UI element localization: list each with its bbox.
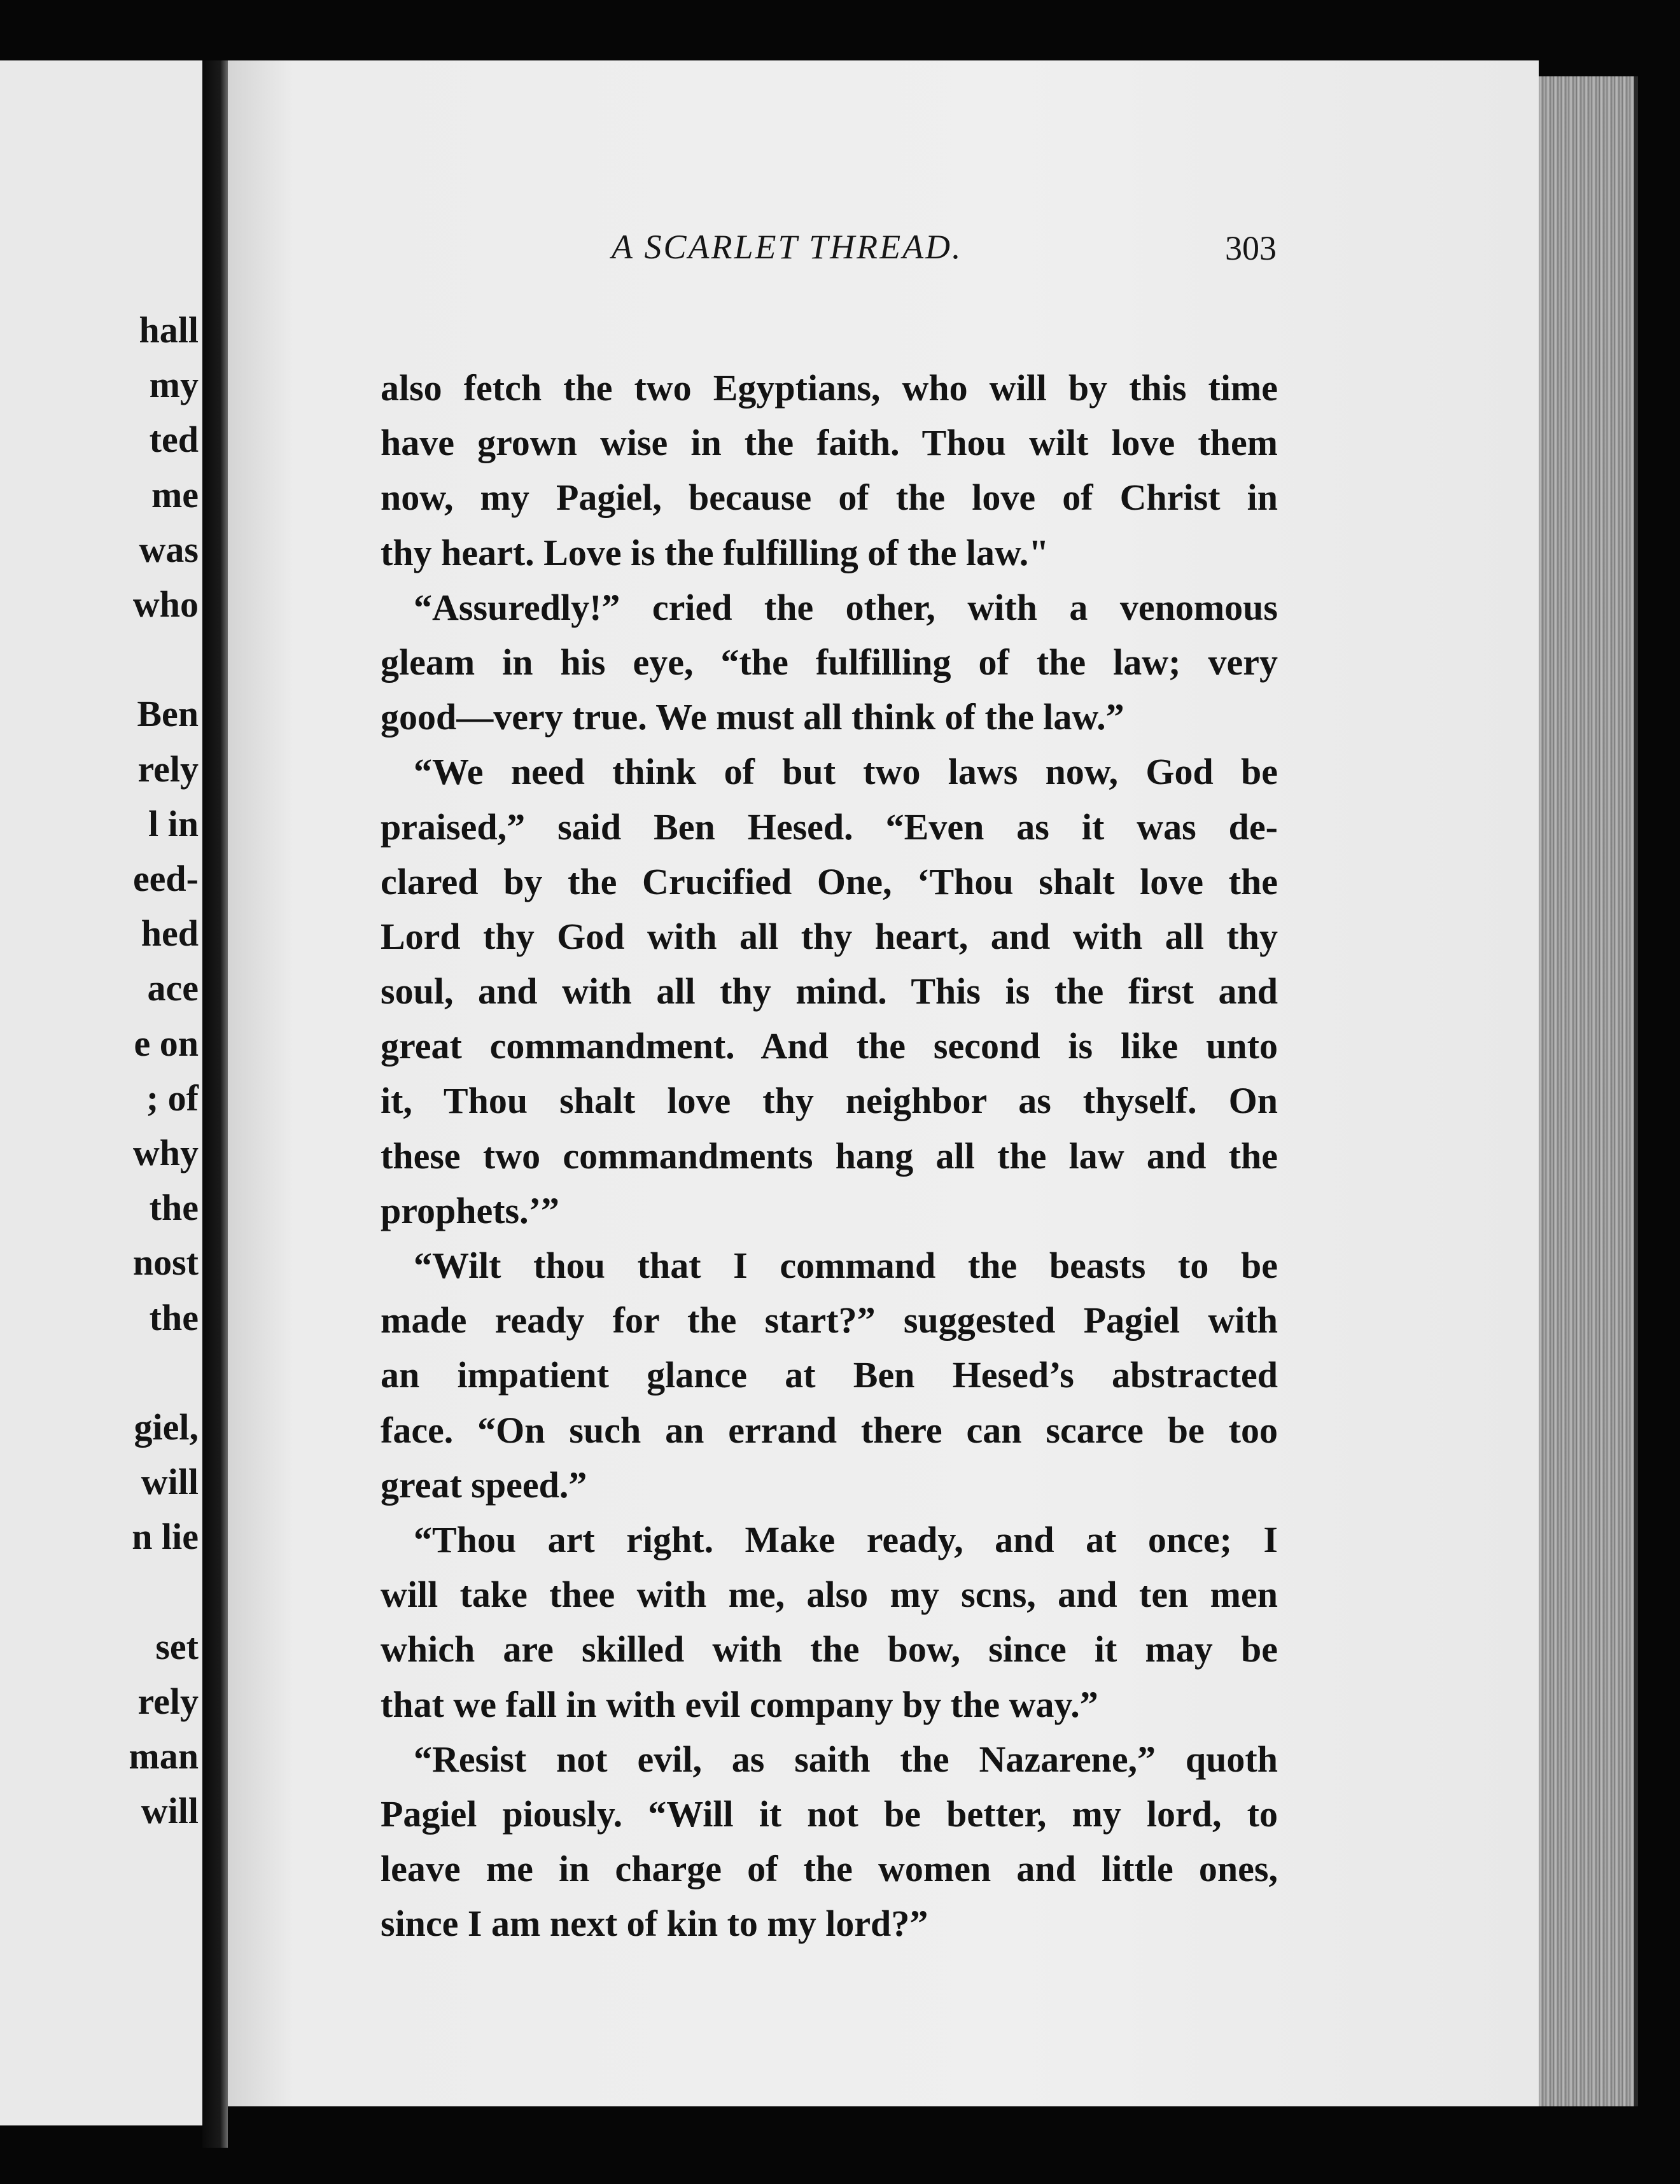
left-page-text-fragment: will <box>141 1461 199 1503</box>
text-line: “Wilt thou that I command the beasts to be <box>414 1245 1278 1286</box>
text-line: great commandment. And the second is like unto <box>381 1025 1278 1067</box>
left-page-text-fragment: n lie <box>132 1516 199 1558</box>
left-page-text-fragment: ted <box>149 419 199 461</box>
left-page-text-fragment: ace <box>147 967 199 1009</box>
text-line: now, my Pagiel, because of the love of Christ in <box>381 477 1278 519</box>
text-line: also fetch the two Egyptians, who will by this time <box>381 367 1278 409</box>
text-line: praised,” said Ben Hesed. “Even as it was de- <box>381 806 1278 848</box>
text-line: these two commandments hang all the law and the <box>381 1135 1278 1177</box>
text-line: “Resist not evil, as saith the Nazarene,” quoth <box>414 1738 1278 1780</box>
running-title: A SCARLET THREAD. <box>612 228 963 266</box>
text-line: since I am next of kin to my lord?” <box>381 1903 928 1945</box>
right-page <box>228 60 1539 2106</box>
text-line: great speed.” <box>381 1464 587 1506</box>
text-line: prophets.’” <box>381 1189 559 1231</box>
text-line: “Assuredly!” cried the other, with a venomous <box>414 586 1278 628</box>
text-line: “We need think of but two laws now, God be <box>414 751 1278 793</box>
text-line: Pagiel piously. “Will it not be better, my lord, to <box>381 1793 1278 1835</box>
left-page-text-fragment: rely <box>137 1681 199 1722</box>
left-page-text-fragment: the <box>149 1296 199 1338</box>
text-line: leave me in charge of the women and little ones, <box>381 1848 1278 1890</box>
left-page-text-fragment: will <box>141 1790 199 1832</box>
left-page-text-fragment: man <box>129 1735 199 1777</box>
text-line: it, Thou shalt love thy neighbor as thyself. On <box>381 1080 1278 1122</box>
left-page-text-fragment: was <box>139 528 199 570</box>
left-page-text-fragment: me <box>151 473 199 515</box>
body-text <box>381 361 1278 1951</box>
text-line: soul, and with all thy mind. This is the first and <box>381 970 1278 1012</box>
text-line: an impatient glance at Ben Hesed’s abstracted <box>381 1354 1278 1396</box>
left-page-text-fragment: hall <box>139 309 199 351</box>
left-facing-page <box>0 60 202 2125</box>
book-gutter <box>202 60 228 2148</box>
left-page-text-fragment: who <box>132 584 199 625</box>
left-page-text-fragment: why <box>132 1132 199 1173</box>
text-line: good—very true. We must all think of the law.” <box>381 696 1124 738</box>
text-line: thy heart. Love is the fulfilling of the law." <box>381 531 1049 573</box>
text-line: have grown wise in the faith. Thou wilt love them <box>381 422 1278 464</box>
left-page-text-fragment: eed- <box>132 858 199 899</box>
left-page-text-fragment: Ben <box>137 693 199 735</box>
left-page-text-fragment: l in <box>148 802 199 844</box>
text-line: will take thee with me, also my scns, and ten men <box>381 1574 1278 1616</box>
text-line: Lord thy God with all thy heart, and with all thy <box>381 915 1278 957</box>
text-line: which are skilled with the bow, since it may be <box>381 1628 1278 1670</box>
left-page-text-fragment: the <box>149 1187 199 1229</box>
left-page-text-fragment: my <box>149 364 199 406</box>
left-page-text-fragment: set <box>155 1625 199 1667</box>
left-page-text-fragment: e on <box>134 1022 199 1064</box>
text-line: made ready for the start?” suggested Pagiel with <box>381 1299 1278 1341</box>
text-line: that we fall in with evil company by the way.” <box>381 1683 1098 1725</box>
text-line: clared by the Crucified One, ‘Thou shalt love the <box>381 860 1278 902</box>
page-number: 303 <box>1225 229 1277 267</box>
left-page-text-fragment: ; of <box>146 1077 199 1119</box>
left-page-text-fragment: giel, <box>134 1406 199 1448</box>
text-line: “Thou art right. Make ready, and at once; I <box>414 1518 1278 1560</box>
left-page-text-fragment: rely <box>137 748 199 790</box>
text-line: gleam in his eye, “the fulfilling of the law; very <box>381 641 1278 683</box>
text-line: face. “On such an errand there can scarce be too <box>381 1409 1278 1451</box>
page-header <box>228 227 1539 278</box>
page-edges <box>1539 76 1638 2106</box>
left-page-text-fragment: nost <box>132 1242 199 1284</box>
left-page-text-fragment: hed <box>141 913 199 955</box>
